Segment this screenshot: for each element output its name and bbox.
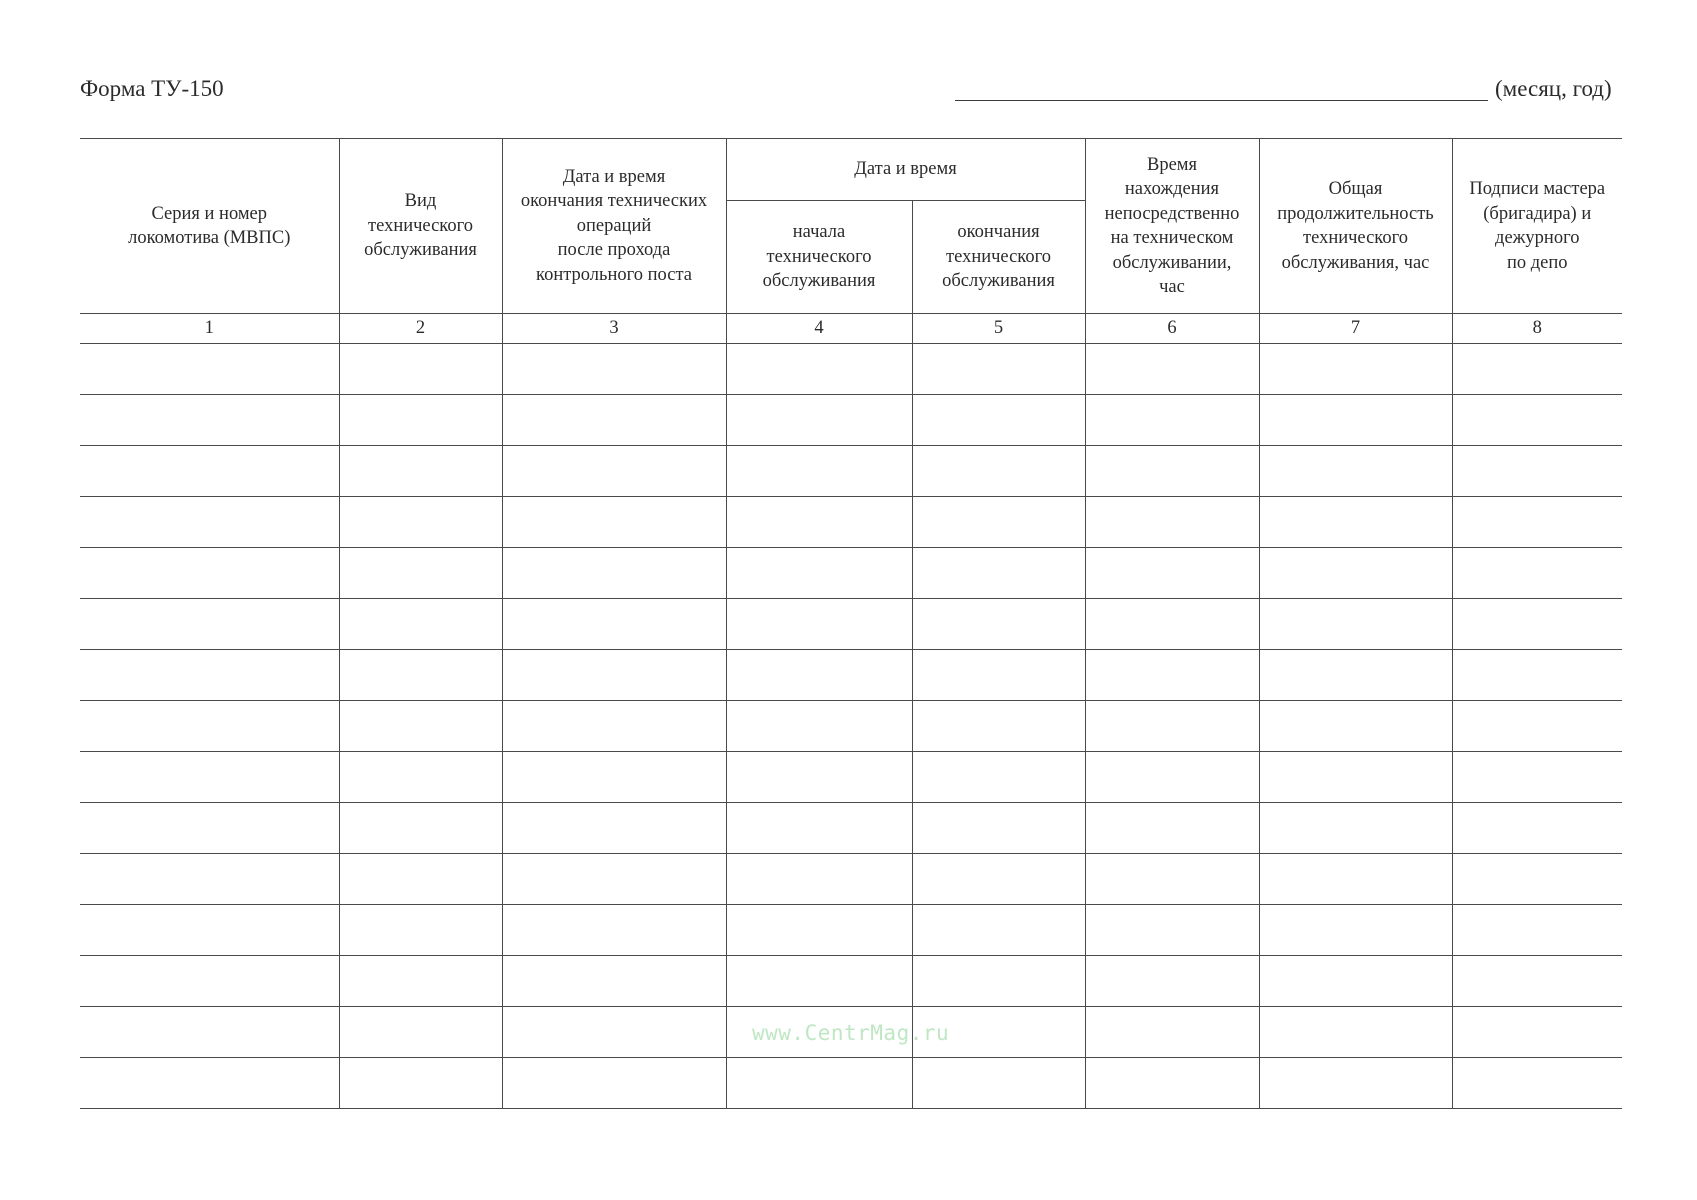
table-cell[interactable] (1259, 446, 1452, 497)
table-cell[interactable] (1085, 854, 1259, 905)
table-cell[interactable] (1259, 599, 1452, 650)
table-cell[interactable] (1085, 650, 1259, 701)
table-cell[interactable] (726, 905, 912, 956)
table-cell[interactable] (1259, 752, 1452, 803)
table-cell[interactable] (502, 701, 726, 752)
header-line: после прохода (557, 240, 671, 261)
col-header-ops-end (502, 139, 726, 314)
table-cell[interactable] (1259, 701, 1452, 752)
table-cell[interactable] (1085, 548, 1259, 599)
table-cell[interactable] (912, 650, 1085, 701)
table-cell[interactable] (912, 548, 1085, 599)
header-line: обслуживания (762, 271, 876, 292)
table-cell[interactable] (339, 701, 502, 752)
table-cell[interactable] (1452, 599, 1622, 650)
table-cell[interactable] (1085, 701, 1259, 752)
table-cell[interactable] (80, 905, 339, 956)
table-cell[interactable] (1452, 344, 1622, 395)
column-number: 7 (1259, 314, 1452, 344)
table-row (80, 905, 1622, 956)
table-cell[interactable] (1452, 395, 1622, 446)
table-cell[interactable] (1452, 854, 1622, 905)
table-cell[interactable] (80, 650, 339, 701)
table-cell[interactable] (912, 854, 1085, 905)
table-cell[interactable] (1452, 1007, 1622, 1058)
table-cell[interactable] (1259, 1058, 1452, 1109)
table-cell[interactable] (502, 344, 726, 395)
table-cell[interactable] (912, 497, 1085, 548)
table-row (80, 497, 1622, 548)
table-cell[interactable] (912, 446, 1085, 497)
header-line: по депо (1506, 252, 1568, 273)
column-number: 8 (1452, 314, 1622, 344)
table-cell[interactable] (1259, 854, 1452, 905)
header-line: Вид (404, 191, 437, 212)
table-cell[interactable] (726, 446, 912, 497)
header-line: дежурного (1495, 228, 1580, 248)
table-cell[interactable] (1452, 905, 1622, 956)
table-cell[interactable] (339, 854, 502, 905)
column-number: 6 (1085, 314, 1259, 344)
table-cell[interactable] (502, 395, 726, 446)
table-row (80, 395, 1622, 446)
table-cell[interactable] (502, 599, 726, 650)
header-line: на техническом (1110, 228, 1234, 248)
table-cell[interactable] (1452, 497, 1622, 548)
table-cell[interactable] (726, 344, 912, 395)
column-number: 2 (339, 314, 502, 344)
col-header-service-type (339, 139, 502, 314)
table-cell[interactable] (912, 752, 1085, 803)
table-cell[interactable] (80, 1007, 339, 1058)
table-cell[interactable] (726, 650, 912, 701)
table-cell[interactable] (1452, 1058, 1622, 1109)
table-cell[interactable] (1085, 497, 1259, 548)
table-cell[interactable] (1259, 905, 1452, 956)
header-line: час (1159, 277, 1185, 297)
table-cell[interactable] (339, 956, 502, 1007)
table-cell[interactable] (726, 599, 912, 650)
table-cell[interactable] (339, 1058, 502, 1109)
table-cell[interactable] (1085, 344, 1259, 395)
table-cell[interactable] (726, 854, 912, 905)
header-line: операций (576, 215, 652, 236)
table-cell[interactable] (912, 1058, 1085, 1109)
table-cell[interactable] (80, 446, 339, 497)
table-row (80, 1058, 1622, 1109)
table-cell[interactable] (726, 548, 912, 599)
table-row (80, 701, 1622, 752)
table-cell[interactable] (502, 905, 726, 956)
table-cell[interactable] (80, 752, 339, 803)
table-cell[interactable] (1085, 905, 1259, 956)
table-row (80, 446, 1622, 497)
header-line: технического (368, 215, 473, 236)
header-line: продолжительность (1277, 203, 1434, 224)
table-header (80, 139, 1622, 314)
maintenance-log-table (80, 138, 1622, 1109)
table-cell[interactable] (1085, 752, 1259, 803)
table-cell[interactable] (80, 497, 339, 548)
header-line: нахождения (1124, 179, 1220, 199)
header-line: обслуживания, час (1281, 252, 1430, 273)
form-title: Форма ТУ-150 (80, 76, 224, 101)
table-cell[interactable] (912, 905, 1085, 956)
column-number: 3 (502, 314, 726, 344)
table-cell[interactable] (1259, 650, 1452, 701)
table-cell[interactable] (339, 548, 502, 599)
table-row (80, 650, 1622, 701)
table-cell[interactable] (339, 599, 502, 650)
table-cell[interactable] (80, 344, 339, 395)
table-cell[interactable] (502, 1007, 726, 1058)
table-cell[interactable] (339, 1007, 502, 1058)
header-line: непосредственно (1104, 203, 1240, 224)
header-line: обслуживания (942, 271, 1055, 292)
table-cell[interactable] (80, 548, 339, 599)
table-cell[interactable] (502, 446, 726, 497)
table-cell[interactable] (502, 650, 726, 701)
table-cell[interactable] (912, 395, 1085, 446)
table-cell[interactable] (1085, 803, 1259, 854)
period-label: (месяц, год) (1495, 76, 1612, 101)
table-cell[interactable] (80, 599, 339, 650)
header-line: окончания (957, 222, 1040, 243)
table-cell[interactable] (1085, 599, 1259, 650)
table-cell[interactable] (339, 752, 502, 803)
column-number: 1 (80, 314, 339, 344)
col-header-service-end (912, 201, 1085, 314)
table-cell[interactable] (1452, 650, 1622, 701)
table-cell[interactable] (726, 752, 912, 803)
table-cell[interactable] (1452, 803, 1622, 854)
col-header-total-duration (1259, 139, 1452, 314)
col-header-group-datetime: Дата и время (726, 139, 1085, 201)
table-cell[interactable] (1259, 1007, 1452, 1058)
table-cell[interactable] (80, 956, 339, 1007)
table-cell[interactable] (1085, 395, 1259, 446)
header-line: технического (946, 246, 1051, 267)
table-cell[interactable] (1259, 548, 1452, 599)
table-cell[interactable] (912, 344, 1085, 395)
header-line: Дата и время (562, 166, 666, 187)
col-header-signatures (1452, 139, 1622, 314)
table-cell[interactable] (80, 1058, 339, 1109)
header-line: (бригадира) и (1483, 203, 1592, 224)
table-cell[interactable] (80, 854, 339, 905)
watermark: www.CentrMag.ru (752, 1021, 950, 1045)
table-cell[interactable] (339, 650, 502, 701)
header-line: технического (1303, 228, 1408, 248)
table-cell[interactable] (502, 548, 726, 599)
table-cell[interactable] (339, 497, 502, 548)
table-cell[interactable] (1452, 548, 1622, 599)
col-header-service-start (726, 201, 912, 314)
table-row (80, 854, 1622, 905)
table-cell[interactable] (502, 854, 726, 905)
table-cell[interactable] (726, 956, 912, 1007)
table-cell[interactable] (1259, 956, 1452, 1007)
header-line: окончания технических (520, 191, 708, 212)
table-cell[interactable] (1452, 701, 1622, 752)
table-cell[interactable] (726, 395, 912, 446)
table-cell[interactable] (1452, 446, 1622, 497)
header-line: обслуживании, (1112, 252, 1232, 273)
table-cell[interactable] (1452, 956, 1622, 1007)
table-cell[interactable] (339, 395, 502, 446)
header-line: Время (1146, 154, 1198, 175)
header-line: обслуживания (364, 240, 477, 261)
col-header-locomotive (80, 139, 339, 314)
table-cell[interactable] (502, 752, 726, 803)
table-cell[interactable] (726, 1058, 912, 1109)
column-number-row (80, 314, 1622, 344)
table-cell[interactable] (1259, 803, 1452, 854)
table-cell[interactable] (339, 905, 502, 956)
header-line: начала (792, 222, 846, 243)
table-cell[interactable] (339, 803, 502, 854)
table-cell[interactable] (502, 1058, 726, 1109)
table-cell[interactable] (80, 803, 339, 854)
header-line: локомотива (МВПС) (128, 228, 291, 248)
table-cell[interactable] (1085, 1007, 1259, 1058)
table-cell[interactable] (502, 803, 726, 854)
table-cell[interactable] (726, 497, 912, 548)
table-cell[interactable] (726, 701, 912, 752)
table-cell[interactable] (1259, 344, 1452, 395)
table-cell[interactable] (339, 446, 502, 497)
table-cell[interactable] (1259, 497, 1452, 548)
table-row (80, 548, 1622, 599)
table-cell[interactable] (912, 599, 1085, 650)
table-row (80, 956, 1622, 1007)
table-row (80, 803, 1622, 854)
column-number: 5 (912, 314, 1085, 344)
header-line: технического (766, 246, 872, 267)
table-cell[interactable] (502, 497, 726, 548)
table-row (80, 599, 1622, 650)
table-cell[interactable] (726, 803, 912, 854)
header-line: контрольного поста (536, 264, 692, 285)
table-cell[interactable] (912, 803, 1085, 854)
table-row (80, 752, 1622, 803)
table-body (80, 314, 1622, 1109)
table-cell[interactable] (1452, 752, 1622, 803)
column-number: 4 (726, 314, 912, 344)
table-row (80, 344, 1622, 395)
table-cell[interactable] (502, 956, 726, 1007)
table-cell[interactable] (80, 701, 339, 752)
table-cell[interactable] (1085, 446, 1259, 497)
table-cell[interactable] (339, 344, 502, 395)
table-cell[interactable] (912, 956, 1085, 1007)
table-cell[interactable] (1259, 395, 1452, 446)
header-line: Серия и номер (151, 203, 268, 224)
col-header-time-in-service (1085, 139, 1259, 314)
table-cell[interactable] (80, 395, 339, 446)
table-cell[interactable] (1085, 1058, 1259, 1109)
period-field (955, 74, 1619, 104)
header-line: Подписи мастера (1469, 179, 1606, 199)
header-line: Общая (1328, 179, 1383, 199)
period-fill-line[interactable] (955, 100, 1488, 101)
table-cell[interactable] (1085, 956, 1259, 1007)
table-cell[interactable] (912, 701, 1085, 752)
